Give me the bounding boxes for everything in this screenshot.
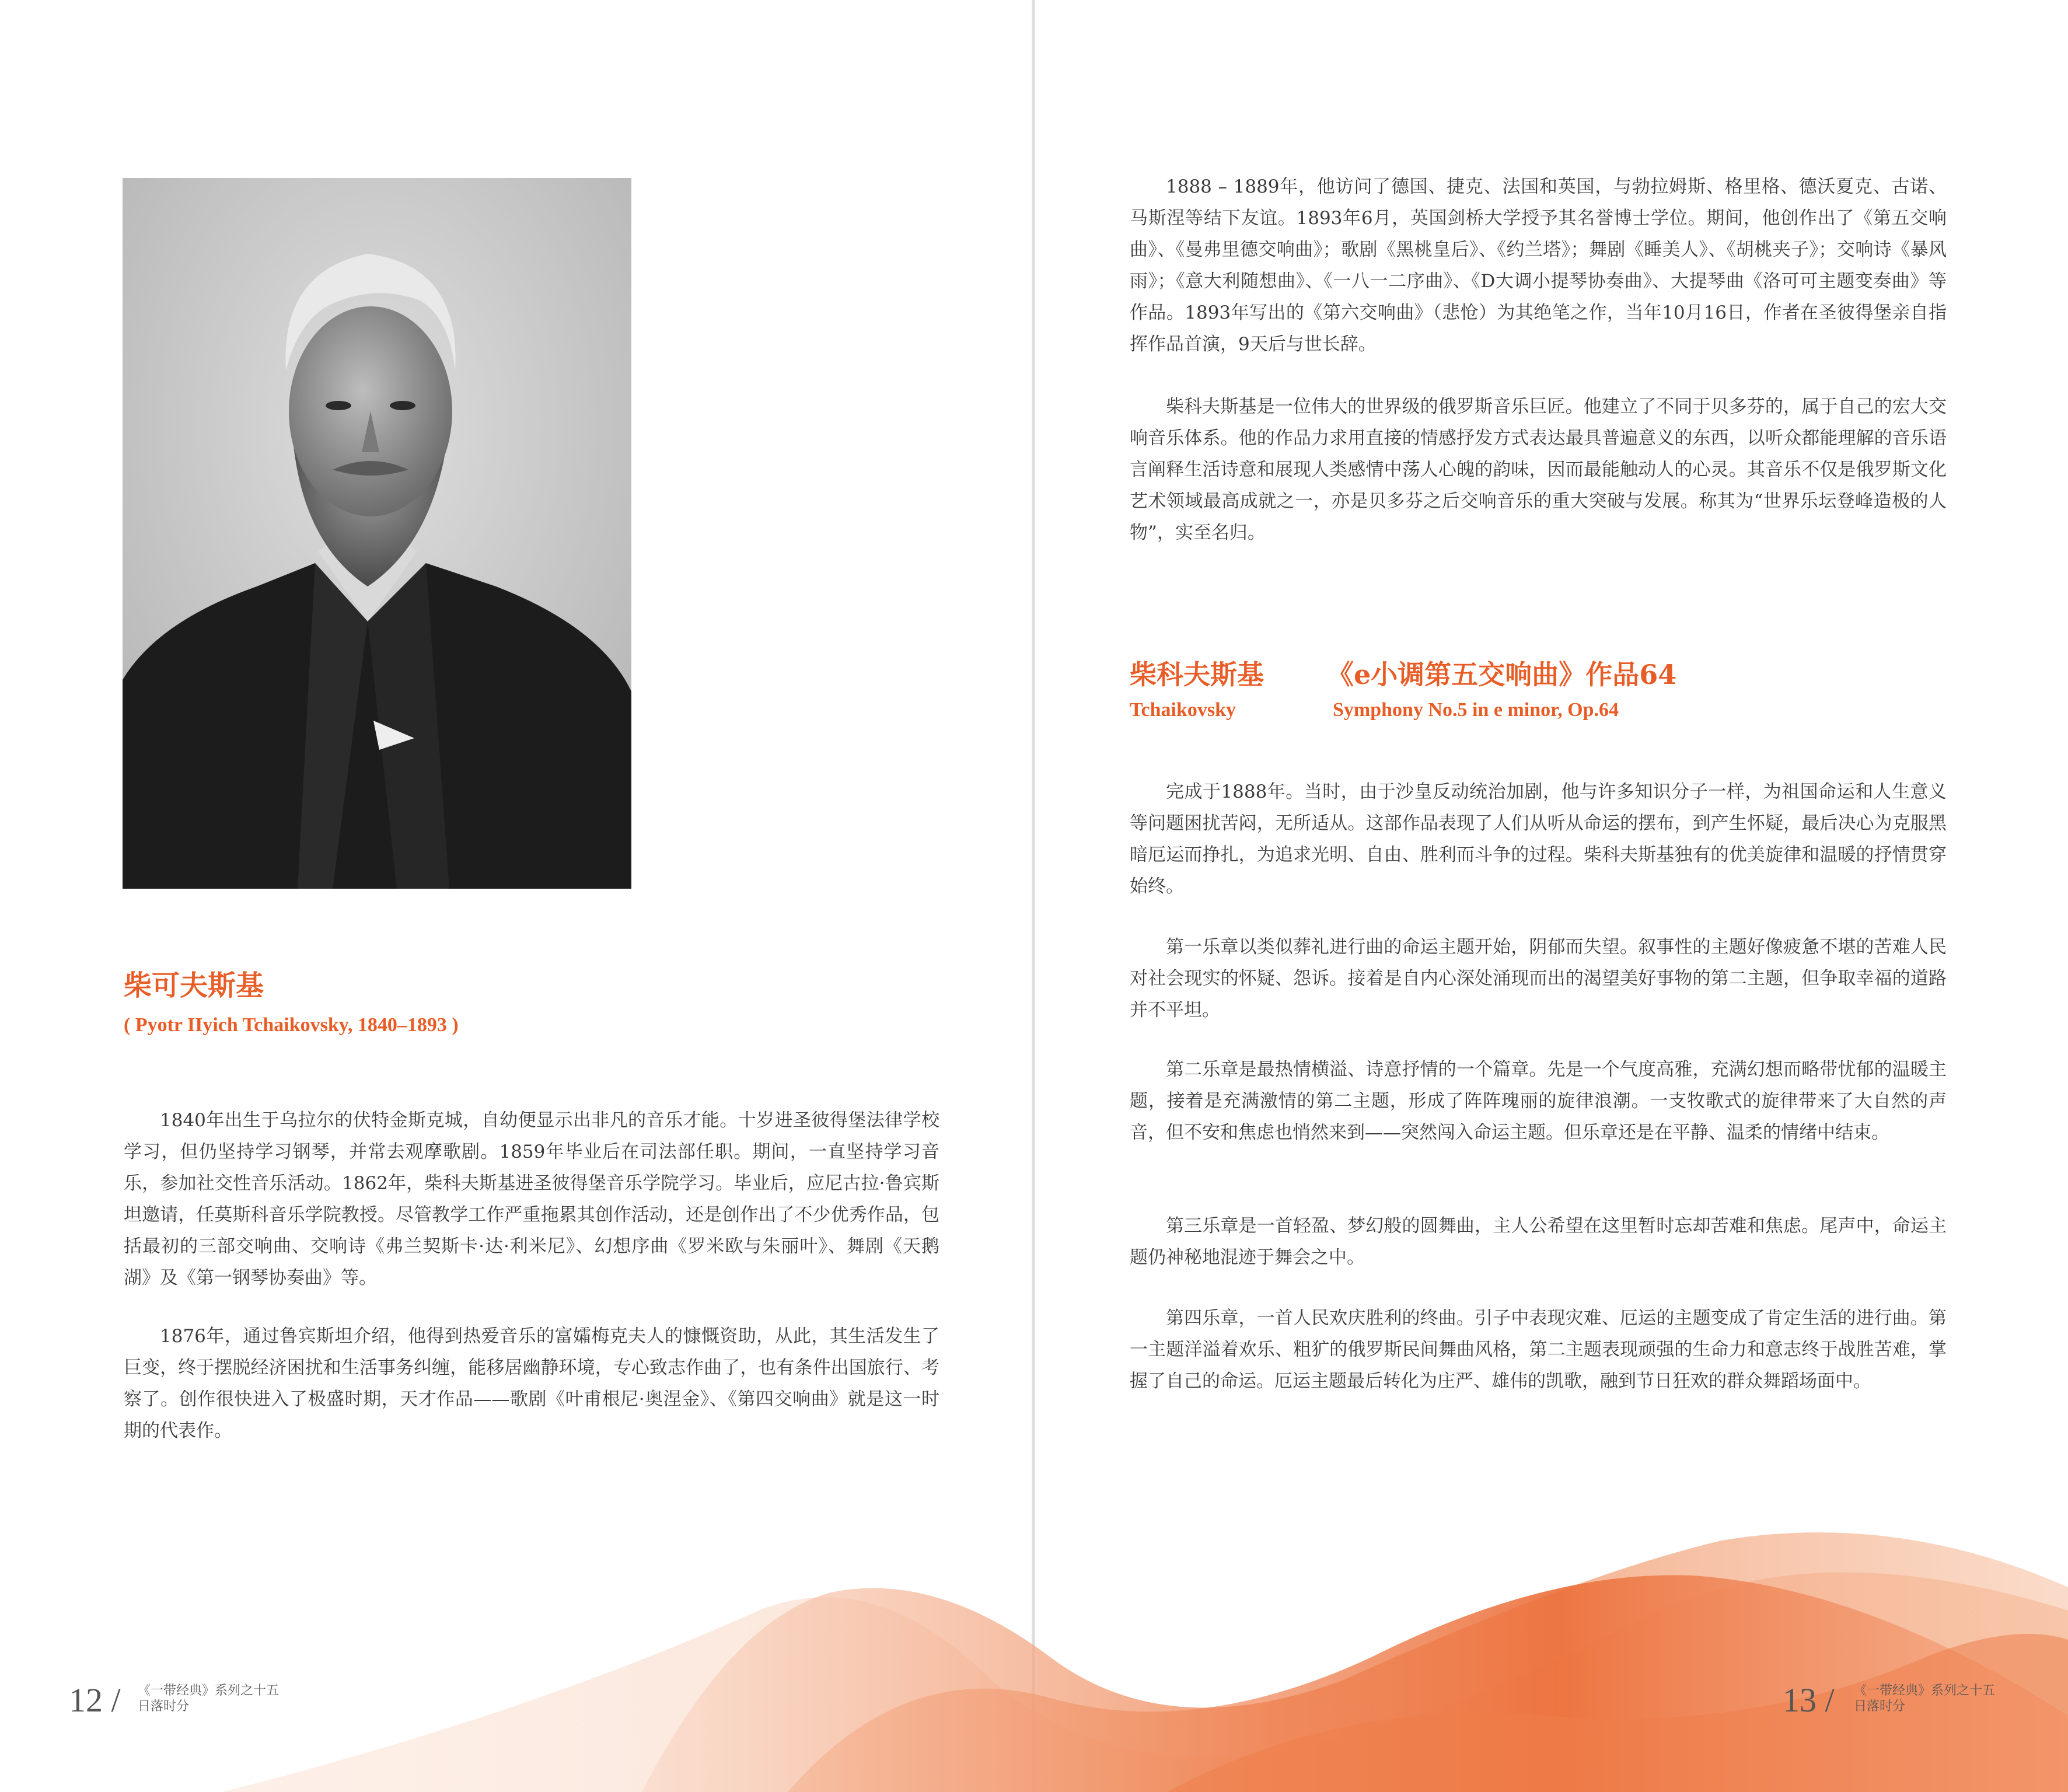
bio-paragraph-2: 1876年，通过鲁宾斯坦介绍，他得到热爱音乐的富孀梅克夫人的慷慨资助，从此，其生活发生了巨变，终于摆脱经济困扰和生活事务纠缠，能移居幽静环境，专心致志作曲了，也有条件出国旅行、考察了。创作很快进入了极盛时期，天才作品——歌剧《叶甫根尼·奥涅金》、《第四交响曲》就是这一时期的代表作。: [124, 1326, 939, 1441]
bio-paragraph-1: 1840年出生于乌拉尔的伏特金斯克城，自幼便显示出非凡的音乐才能。十岁进圣彼得堡法律学校学习，但仍坚持学习钢琴，并常去观摩歌剧。1859年毕业后在司法部任职。期间，一直坚持学习音乐，参加社交性音乐活动。1862年，柴科夫斯基进圣彼得堡音乐学院学习。毕业后，应尼古拉·鲁宾斯坦邀请，任莫斯科音乐学院教授。尽管教学工作严重拖累其创作活动，还是创作出了不少优秀作品，包括最初的三部交响曲、交响诗《弗兰契斯卡·达·利米尼》、幻想序曲《罗米欧与朱丽叶》、舞剧《天鹅湖》及《第一钢琴协奏曲》等。: [124, 1110, 939, 1288]
composer-name-en: ( Pyotr IIyich Tchaikovsky, 1840–1893 ): [124, 1014, 459, 1036]
composer-portrait: [123, 178, 631, 889]
work-title-en: Symphony No.5 in e minor, Op.64: [1333, 699, 1619, 721]
page-number-12: 12 /: [69, 1681, 121, 1719]
work-paragraph-mvt4: 第四乐章，一首人民欢庆胜利的终曲。引子中表现灾难、厄运的主题变成了肯定生活的进行曲。第一主题洋溢着欢乐、粗犷的俄罗斯民间舞曲风格，第二主题表现顽强的生命力和意志终于战胜苦难，掌握了自己的命运。厄运主题最后转化为庄严、雄伟的凯歌，融到节日狂欢的群众舞蹈场面中。: [1130, 1308, 1947, 1392]
series-line-1: 《一带经典》系列之十五: [138, 1683, 280, 1698]
work-composer-en: Tchaikovsky: [1130, 699, 1236, 721]
work-paragraph-mvt2: 第二乐章是最热情横溢、诗意抒情的一个篇章。先是一个气度高雅，充满幻想而略带忧郁的温暖主题，接着是充满激情的第二主题，形成了阵阵瑰丽的旋律浪潮。一支牧歌式的旋律带来了大自然的声音，但不安和焦虑也悄然来到——突然闯入命运主题。但乐章还是在平静、温柔的情绪中结束。: [1130, 1059, 1947, 1143]
decorative-waves: [0, 1505, 2068, 1792]
bio-paragraph-4: 柴科夫斯基是一位伟大的世界级的俄罗斯音乐巨匠。他建立了不同于贝多芬的，属于自己的宏大交响音乐体系。他的作品力求用直接的情感抒发方式表达最具普遍意义的东西，以听众都能理解的音乐语言阐释生活诗意和展现人类感情中荡人心魄的韵味，因而最能触动人的心灵。其音乐不仅是俄罗斯文化艺术领域最高成就之一，亦是贝多芬之后交响音乐的重大突破与发展。称其为“世界乐坛登峰造极的人物”，实至名归。: [1130, 396, 1947, 543]
work-paragraph-mvt1: 第一乐章以类似葬礼进行曲的命运主题开始，阴郁而失望。叙事性的主题好像疲惫不堪的苦难人民对社会现实的怀疑、怨诉。接着是自内心深处涌现而出的渴望美好事物的第二主题，但争取幸福的道路并不平坦。: [1130, 937, 1947, 1021]
series-title-right: [1854, 1683, 1995, 1714]
series-line-2: 日落时分: [138, 1699, 190, 1714]
series-line-2: 日落时分: [1854, 1699, 1906, 1714]
work-paragraph-mvt3: 第三乐章是一首轻盈、梦幻般的圆舞曲，主人公希望在这里暂时忘却苦难和焦虑。尾声中，命运主题仍神秘地混迹于舞会之中。: [1130, 1215, 1947, 1268]
portrait-image: [123, 178, 631, 889]
series-line-1: 《一带经典》系列之十五: [1854, 1683, 1996, 1698]
work-composer-zh: 柴科夫斯基: [1130, 659, 1264, 690]
bio-paragraph-3: 1888 – 1889年，他访问了德国、捷克、法国和英国，与勃拉姆斯、格里格、德沃夏克、古诺、马斯涅等结下友谊。1893年6月，英国剑桥大学授予其名誉博士学位。期间，他创作出了《第五交响曲》、《曼弗里德交响曲》；歌剧《黑桃皇后》、《约兰塔》；舞剧《睡美人》、《胡桃夹子》；交响诗《暴风雨》；《意大利随想曲》、《一八一二序曲》、《D大调小提琴协奏曲》、大提琴曲《洛可可主题变奏曲》等作品。1893年写出的《第六交响曲》（悲怆）为其绝笔之作，当年10月16日，作者在圣彼得堡亲自指挥作品首演，9天后与世长辞。: [1130, 176, 1947, 355]
series-title-left: [138, 1683, 279, 1714]
composer-name-zh: 柴可夫斯基: [124, 969, 264, 1002]
work-paragraph-intro: 完成于1888年。当时，由于沙皇反动统治加剧，他与许多知识分子一样，为祖国命运和人生意义等问题困扰苦闷，无所适从。这部作品表现了人们从听从命运的摆布，到产生怀疑，最后决心为克服黑暗厄运而挣扎，为追求光明、自由、胜利而斗争的过程。柴科夫斯基独有的优美旋律和温暖的抒情贯穿始终。: [1130, 781, 1947, 897]
folio-left: [69, 1681, 314, 1727]
page-number-13: 13 /: [1783, 1681, 1835, 1719]
folio-right: [1783, 1681, 2028, 1727]
work-title-zh: 《e小调第五交响曲》作品64: [1327, 659, 1677, 690]
